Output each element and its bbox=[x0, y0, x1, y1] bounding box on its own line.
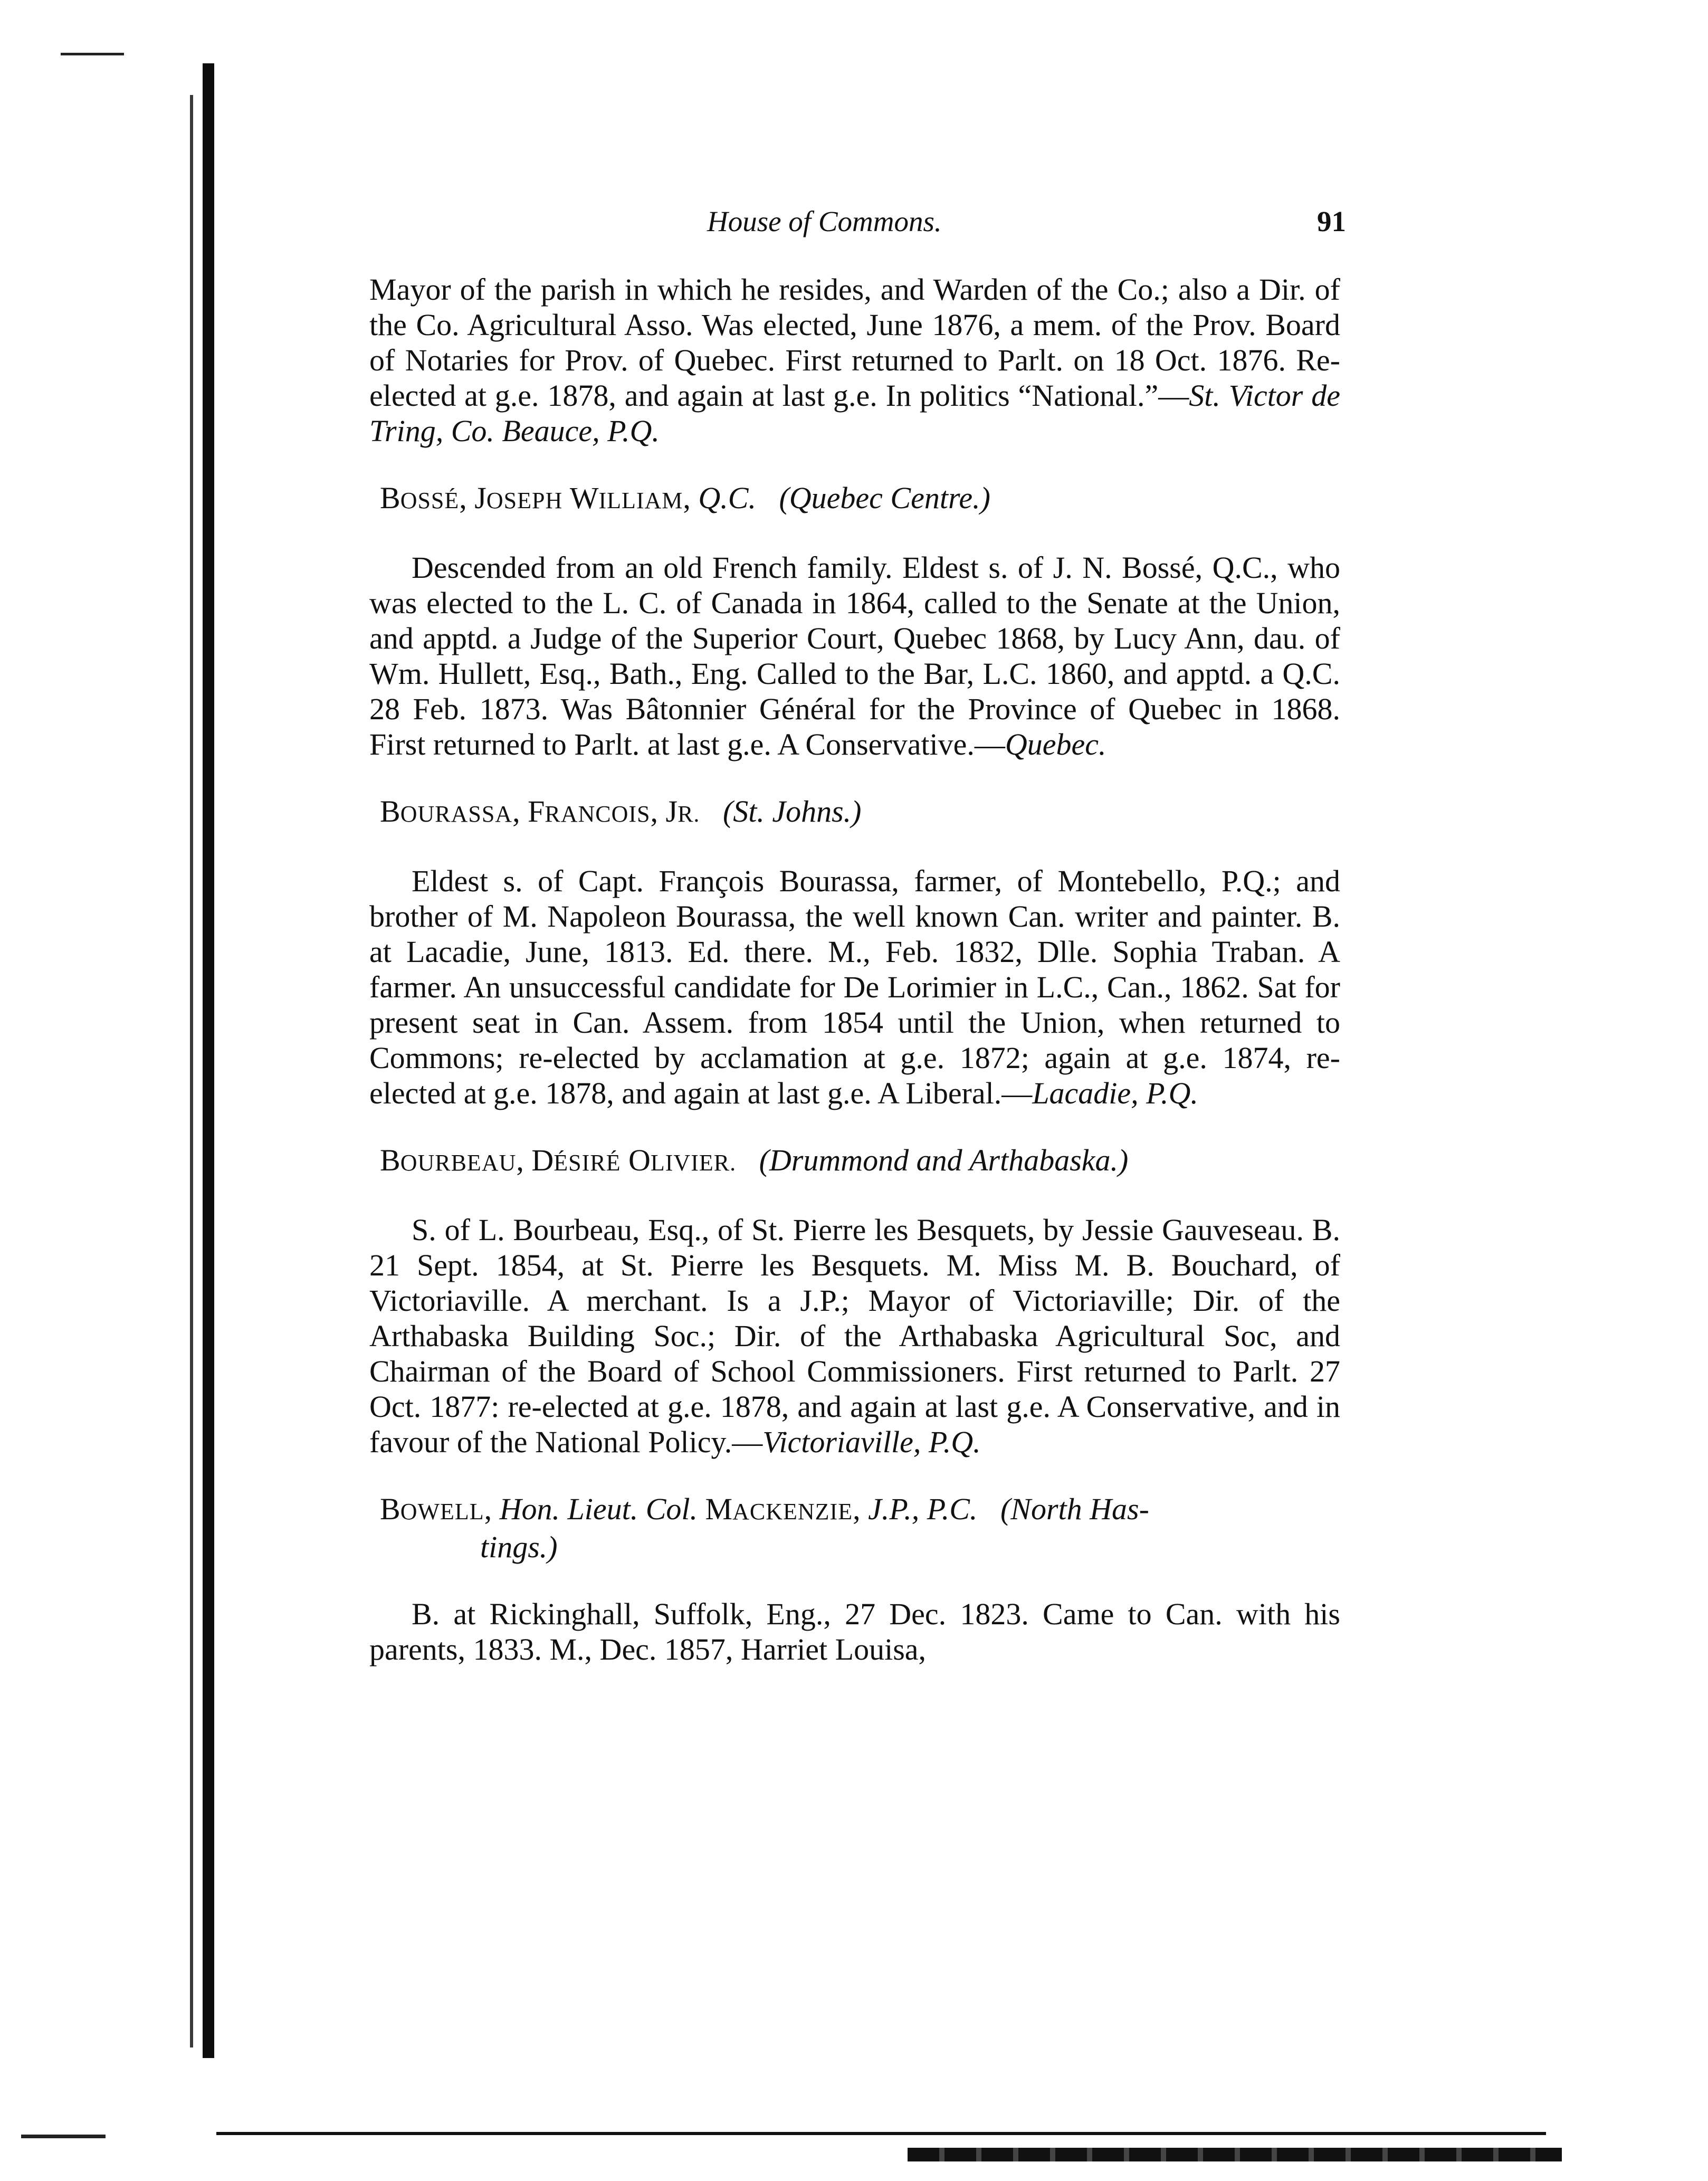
bottom-scan-bar bbox=[908, 2148, 1562, 2161]
scan-mark-bottom bbox=[21, 2135, 106, 2138]
entry-body: S. of L. Bourbeau, Esq., of St. Pierre les Besquets, by Jessie Gauveseau. B. 21 Sept. 1854, at St. Pierre les Besquets. M. Miss M. B. Bouchard, of Victoriaville. A merchant. Is a J.P.; Mayor of Victoriaville; Dir. of the Arthabaska Building Soc.; Dir. of the Arthabaska Agricultural Soc, and Chairman of the Board of School Commissioners. First returned to Parlt. 27 Oct. 1877: re-elected at g.e. 1878, and again at last g.e. A Conservative, and in favour of the National Policy.—Victoriaville, P.Q. bbox=[369, 1213, 1340, 1459]
entry-body: Descended from an old French family. Eldest s. of J. N. Bossé, Q.C., who was elected to the L. C. of Canada in 1864, called to the Senate at the Union, and apptd. a Judge of the Superior Court, Quebec 1868, by Lucy Ann, dau. of Wm. Hullett, Esq., Bath., Eng. Called to the Bar, L.C. 1860, and apptd. a Q.C. 28 Feb. 1873. Was Bâtonnier Général for the Province of Quebec in 1868. First returned to Parlt. at last g.e. A Conservative.—Quebec. bbox=[369, 550, 1340, 761]
entry-heading: BOURBEAU, DÉSIRÉ OLIVIER. (Drummond and Arthabaska.) bbox=[380, 1143, 1129, 1177]
entry-heading: BOSSÉ, JOSEPH WILLIAM, Q.C. (Quebec Centre.) bbox=[380, 481, 990, 515]
binding-edge bbox=[203, 63, 214, 2058]
scan-mark-top bbox=[61, 53, 124, 55]
bottom-rule bbox=[216, 2132, 1546, 2135]
entry-heading: BOWELL, Hon. Lieut. Col. MACKENZIE, J.P., P.C. (North Has- tings.) bbox=[380, 1491, 1340, 1565]
entry-address: Quebec. bbox=[1005, 727, 1106, 761]
page-number: 91 bbox=[1317, 205, 1346, 237]
entry-body: B. at Rickinghall, Suffolk, Eng., 27 Dec. 1823. Came to Can. with his parents, 1833. M., Dec. 1857, Harriet Louisa, bbox=[369, 1597, 1340, 1666]
opening-paragraph: Mayor of the parish in which he resides, and Warden of the Co.; also a Dir. of the Co. Agricultural Asso. Was elected, June 1876, a mem. of the Prov. Board of Notaries for Prov. of Quebec. First returned to Parlt. on 18 Oct. 1876. Re-elected at g.e. 1878, and again at last g.e. In politics “National.”—St. Victor de Tring, Co. Beauce, P.Q. bbox=[369, 272, 1340, 448]
entry-constituency: (Quebec Centre.) bbox=[779, 481, 990, 515]
entry-body: Eldest s. of Capt. François Bourassa, farmer, of Montebello, P.Q.; and brother of M. Napoleon Bourassa, the well known Can. writer and painter. B. at Lacadie, June, 1813. Ed. there. M., Feb. 1832, Dlle. Sophia Traban. A farmer. An unsuccessful candidate for De Lorimier in L.C., Can., 1862. Sat for present seat in Can. Assem. from 1854 until the Union, when returned to Commons; re-elected by acclamation at g.e. 1872; again at g.e. 1874, re-elected at g.e. 1878, and again at last g.e. A Liberal.—Lacadie, P.Q. bbox=[369, 864, 1340, 1110]
opening-address: St. Victor de Tring, Co. Beauce, P.Q. bbox=[369, 378, 1340, 448]
entry-title: J.P., P.C. bbox=[868, 1492, 978, 1526]
page-body bbox=[369, 272, 1340, 1667]
entry-constituency: (North Has- bbox=[1000, 1492, 1149, 1526]
entry-constituency: (St. Johns.) bbox=[722, 794, 862, 828]
entry-address: Lacadie, P.Q. bbox=[1032, 1076, 1198, 1110]
entry-heading: BOURASSA, FRANCOIS, JR. (St. Johns.) bbox=[380, 794, 862, 828]
entry-address: Victoriaville, P.Q. bbox=[762, 1425, 981, 1459]
binding-shadow bbox=[190, 95, 193, 2047]
entry-honorific: Hon. Lieut. Col. bbox=[499, 1492, 698, 1526]
running-head: House of Commons. bbox=[707, 205, 942, 237]
entry-constituency-cont: tings.) bbox=[480, 1530, 558, 1564]
entry-title: Q.C. bbox=[698, 481, 756, 515]
entry-constituency: (Drummond and Arthabaska.) bbox=[759, 1143, 1129, 1177]
